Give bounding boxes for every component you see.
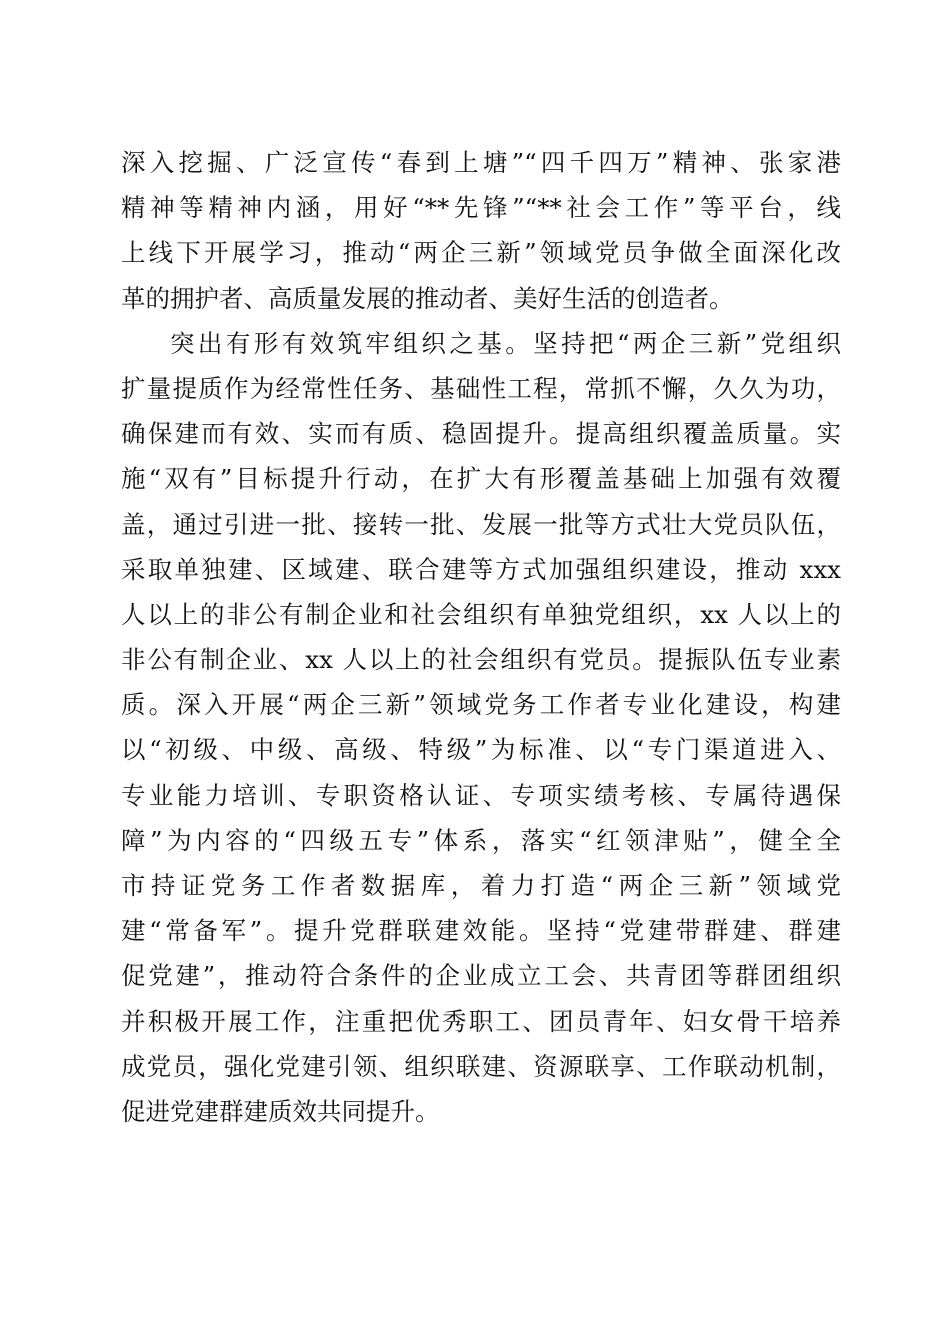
text-line: 以“初级、中级、高级、特级”为标准、以“专门渠道进入、	[121, 735, 841, 765]
text-line: 深入挖掘、广泛宣传“春到上塘”“四千四万”精神、张家港	[121, 148, 841, 177]
text-line: 建“常备军”。提升党群联建效能。坚持“党建带群建、群建	[121, 916, 841, 946]
text-line: 盖，通过引进一批、接转一批、发展一批等方式壮大党员队伍，	[121, 509, 841, 539]
text-line: 采取单独建、区域建、联合建等方式加强组织建设，推动 xxx	[121, 554, 841, 584]
text-line: 人以上的非公有制企业和社会组织有单独党组织，xx 人以上的	[121, 599, 841, 629]
text-line: 施“双有”目标提升行动，在扩大有形覆盖基础上加强有效覆	[121, 464, 841, 494]
paragraph-1	[121, 140, 841, 321]
text-line: 促进党建群建质效共同提升。	[121, 1096, 440, 1126]
text-line: 并积极开展工作，注重把优秀职工、团员青年、妇女骨干培养	[121, 1006, 841, 1036]
text-line: 非公有制企业、xx 人以上的社会组织有党员。提振队伍专业素	[121, 645, 841, 675]
text-line: 促党建”，推动符合条件的企业成立工会、共青团等群团组织	[121, 961, 841, 991]
text-line: 成党员，强化党建引领、组织联建、资源联享、工作联动机制，	[121, 1051, 841, 1081]
text-line: 确保建而有效、实而有质、稳固提升。提高组织覆盖质量。实	[121, 419, 841, 449]
text-line: 障”为内容的“四级五专”体系，落实“红领津贴”，健全全	[121, 825, 841, 855]
paragraph-2	[121, 321, 841, 1134]
text-line: 市持证党务工作者数据库，着力打造“两企三新”领域党	[121, 871, 841, 900]
text-line: 精神等精神内涵，用好“**先锋”“**社会工作”等平台，线	[121, 193, 841, 223]
text-line: 突出有形有效筑牢组织之基。坚持把“两企三新”党组织	[170, 328, 841, 358]
text-line: 上线下开展学习，推动“两企三新”领域党员争做全面深化改	[121, 238, 841, 268]
text-line: 扩量提质作为经常性任务、基础性工程，常抓不懈，久久为功，	[121, 373, 841, 403]
text-line: 质。深入开展“两企三新”领域党务工作者专业化建设，构建	[121, 690, 841, 720]
document-body	[121, 140, 841, 1134]
text-line: 专业能力培训、专职资格认证、专项实绩考核、专属待遇保	[121, 780, 841, 810]
text-line: 革的拥护者、高质量发展的推动者、美好生活的创造者。	[121, 283, 734, 313]
